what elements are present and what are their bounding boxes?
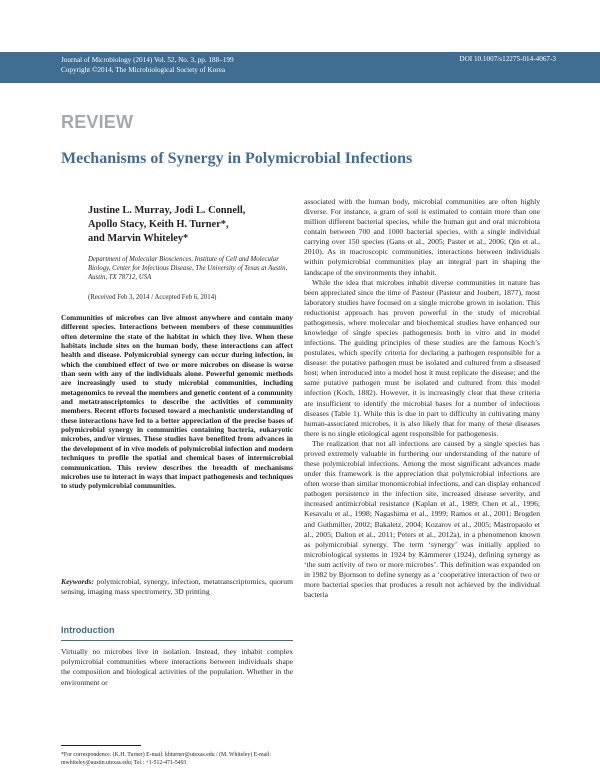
section-heading-introduction: Introduction (61, 625, 115, 635)
journal-info (61, 55, 234, 75)
right-column (304, 197, 540, 600)
received-dates: (Received Feb 3, 2014 / Accepted Feb 6, 2014) (88, 294, 217, 301)
journal-citation: Journal of Microbiology (2014) Vol. 52, No. 3, pp. 188–199 (61, 56, 234, 64)
body-paragraph: associated with the human body, microbial communities are often highly diverse. For instance, a gram of soil is estimated to contain more than one million different bacterial species, while the human gut and oral microbiota contain between 700 and 1000 bacterial species, with a single individual carrying over 150 species (Gans et al., 2005; Paster et al., 2006; Qin et al., 2010). As in macroscopic communities, interactions between individuals within polymicrobial communities play an integral part in shaping the landscape of the environments they inhabit. (304, 197, 540, 277)
keywords-text: polymicrobial, synergy, infection, metatranscriptomics, quorum sensing, imaging mass spectrometry, 3D printing (61, 577, 293, 596)
keywords-label: Keywords: (61, 577, 94, 586)
intro-paragraph: Virtually no microbes live in isolation. Instead, they inhabit complex polymicrobial communities where interactions between individuals shape the composition and biological activities of the population. Whether in the environment or (61, 647, 293, 687)
section-rule (61, 640, 293, 641)
body-paragraph: While the idea that microbes inhabit diverse communities in nature has been appreciated since the time of Pasteur (Pasteur and Joubert, 1877), most laboratory studies have focused on a single microbe grown in isolation. This reductionist approach has proven powerful in the study of microbial pathogenesis, where molecular and biochemical studies have enhanced our knowledge of single species pathogenesis both in vitro and in model infections. The guiding principles of these studies are the famous Koch’s postulates, which specify criteria for declaring a pathogen responsible for a disease: the putative pathogen must be isolated and cultured from a diseased host; when introduced into a model host it must replicate the disease; and the same putative pathogen must be isolated and cultured from this model infection (Koch, 1882). However, it is increasingly clear that these criteria are insufficient to identify the microbial bases for a number of infectious diseases (Table 1). While this is due in part to difficulty in cultivating many human-associated microbes, it is also likely that for many of these diseases there is no single etiological agent responsible for pathogenesis. (304, 277, 540, 438)
keywords (61, 577, 293, 597)
article-title: Mechanisms of Synergy in Polymicrobial Infections (61, 150, 413, 167)
author-line: Apollo Stacy, Keith H. Turner*, (88, 219, 229, 230)
body-paragraph: The realization that not all infections are caused by a single species has proved extremely valuable in furthering our understanding of the nature of these polymicrobial infections. Among the most significant advances made under this framework is the appreciation that polymicrobial infections are often worse than similar monomicrobial infections, and can display enhanced pathogen persistence in the infection site, increased disease severity, and increased antimicrobial resistance (Kaplan et al., 1989; Chen et al., 1996; Kesavalu et al., 1998; Nagashima et al., 1999; Ramos et al., 2001; Brogden and Guthmiller, 2002; Bakaletz, 2004; Kozarov et al., 2005; Mastropaolo et al., 2005; Dalton et al., 2011; Peters et al., 2012a), in a phenomenon known as polymicrobial synergy. The term ‘synergy’ was initially applied to microbiological systems in 1924 by Kämmerer (1924), defining synergy as ‘the sum activity of two or more microbes’. This definition was expanded on in 1982 by Bjornson to define synergy as a ‘cooperative interaction of two or more bacterial species that produces a result not achieved by the individual bacteria (304, 438, 540, 600)
doi[interactable]: DOI 10.1007/s12275-014-4067-3 (459, 55, 556, 63)
author-line: Justine L. Murray, Jodi L. Connell, (88, 205, 246, 216)
footnote-rule (61, 745, 141, 746)
journal-banner (0, 52, 600, 83)
correspondence-footnote: *For correspondence. (K.H. Turner) E-mail: khturner@utexas.edu / (M. Whiteley) E-mail: mwhiteley@austin.utexas.edu; Tel.: +1-512-471-5493 (61, 752, 272, 766)
affiliation: Department of Molecular Biosciences, Institute of Cell and Molecular Biology, Center for Infectious Disease, The University of Texas at Austin, Austin, TX 78712, USA (88, 256, 288, 281)
author-line: and Marvin Whiteley* (88, 233, 189, 244)
author-list (88, 204, 288, 246)
abstract: Communities of microbes can live almost anywhere and contain many different species. Interactions between members of these communities often determine the state of the habitat in which they live. When these habitats include sites on the human body, these interactions can affect health and disease. Polymicrobial synergy can occur during infection, in which the combined effect of two or more microbes on disease is worse than seen with any of the individuals alone. Powerful genomic methods are increasingly used to study microbial communities, including metagenomics to reveal the members and genetic content of a community and metatranscriptomics to describe the activities of community members. Recent efforts focused toward a mechanistic understanding of these interactions have led to a better appreciation of the precise bases of polymicrobial synergy in communities containing bacteria, eukaryotic microbes, and/or viruses. These studies have benefited from advances in the development of in vivo models of polymicrobial infection and modern techniques to profile the spatial and chemical bases of intermicrobial communication. This review describes the breadth of mechanisms microbes use to interact in ways that impact pathogenesis and techniques to study polymicrobial communities. (61, 313, 293, 491)
copyright: Copyright ©2014, The Microbiological Society of Korea (61, 66, 226, 74)
section-label: REVIEW (61, 112, 134, 132)
